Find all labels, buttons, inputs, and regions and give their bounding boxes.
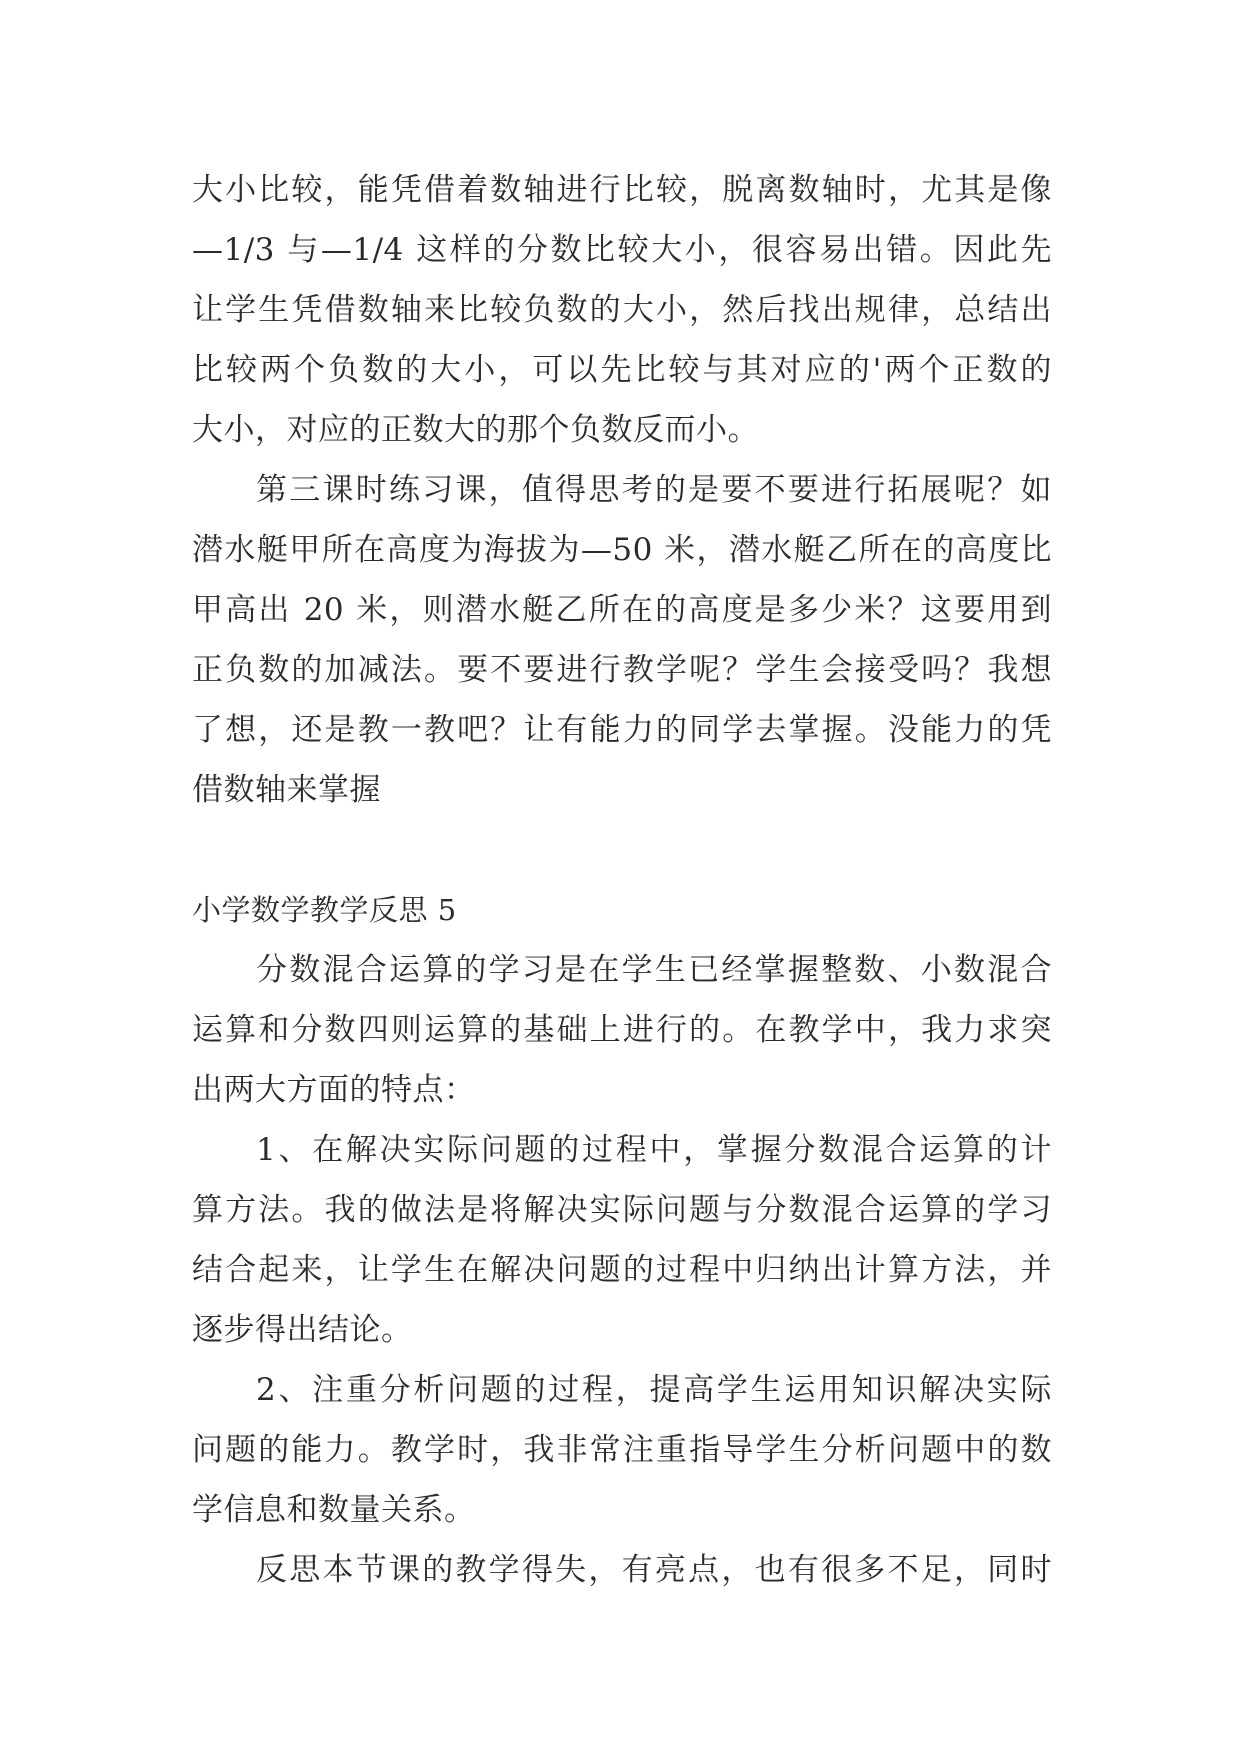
paragraph-number-line-comparison [192,160,1052,460]
paragraph-point-2 [192,1360,1052,1540]
text-line: 第三课时练习课，值得思考的是要不要进行拓展呢？如 [256,472,1052,508]
text-line: 让学生凭借数轴来比较负数的大小，然后找出规律，总结出 [192,292,1052,328]
text-line: 学信息和数量关系。 [192,1492,476,1528]
text-line: 潜水艇甲所在高度为海拔为—50 米，潜水艇乙所在的高度比 [192,532,1052,568]
text-line: 算方法。我的做法是将解决实际问题与分数混合运算的学习 [192,1192,1052,1228]
text-line: —1/3 与—1/4 这样的分数比较大小，很容易出错。因此先 [192,232,1052,268]
text-line: 出两大方面的特点： [192,1072,476,1108]
text-line: 甲高出 20 米，则潜水艇乙所在的高度是多少米？这要用到 [192,592,1052,628]
text-line: 1、在解决实际问题的过程中，掌握分数混合运算的计 [256,1132,1052,1168]
text-line: 借数轴来掌握 [192,772,381,808]
text-line: 反思本节课的教学得失，有亮点，也有很多不足，同时 [256,1552,1052,1588]
text-line: 结合起来，让学生在解决问题的过程中归纳出计算方法，并 [192,1252,1052,1288]
text-line: 了想，还是教一教吧？让有能力的同学去掌握。没能力的凭 [192,712,1052,748]
paragraph-intro [192,940,1052,1120]
text-line: 大小，对应的正数大的那个负数反而小。 [192,412,759,448]
text-line: 大小比较，能凭借着数轴进行比较，脱离数轴时，尤其是像 [192,172,1052,208]
section-heading: 小学数学教学反思 5 [192,893,457,927]
text-line: 2、注重分析问题的过程，提高学生运用知识解决实际 [256,1372,1052,1408]
document-body [192,160,1052,1600]
spacer [192,820,1052,880]
text-line: 正负数的加减法。要不要进行教学呢？学生会接受吗？我想 [192,652,1052,688]
text-line: 分数混合运算的学习是在学生已经掌握整数、小数混合 [256,952,1052,988]
paragraph-point-1 [192,1120,1052,1360]
text-line: 运算和分数四则运算的基础上进行的。在教学中，我力求突 [192,1012,1052,1048]
text-line: 问题的能力。教学时，我非常注重指导学生分析问题中的数 [192,1432,1052,1468]
paragraph-third-lesson [192,460,1052,820]
text-line: 比较两个负数的大小，可以先比较与其对应的'两个正数的 [192,352,1052,388]
paragraph-reflection [192,1540,1052,1600]
text-line: 逐步得出结论。 [192,1312,413,1348]
